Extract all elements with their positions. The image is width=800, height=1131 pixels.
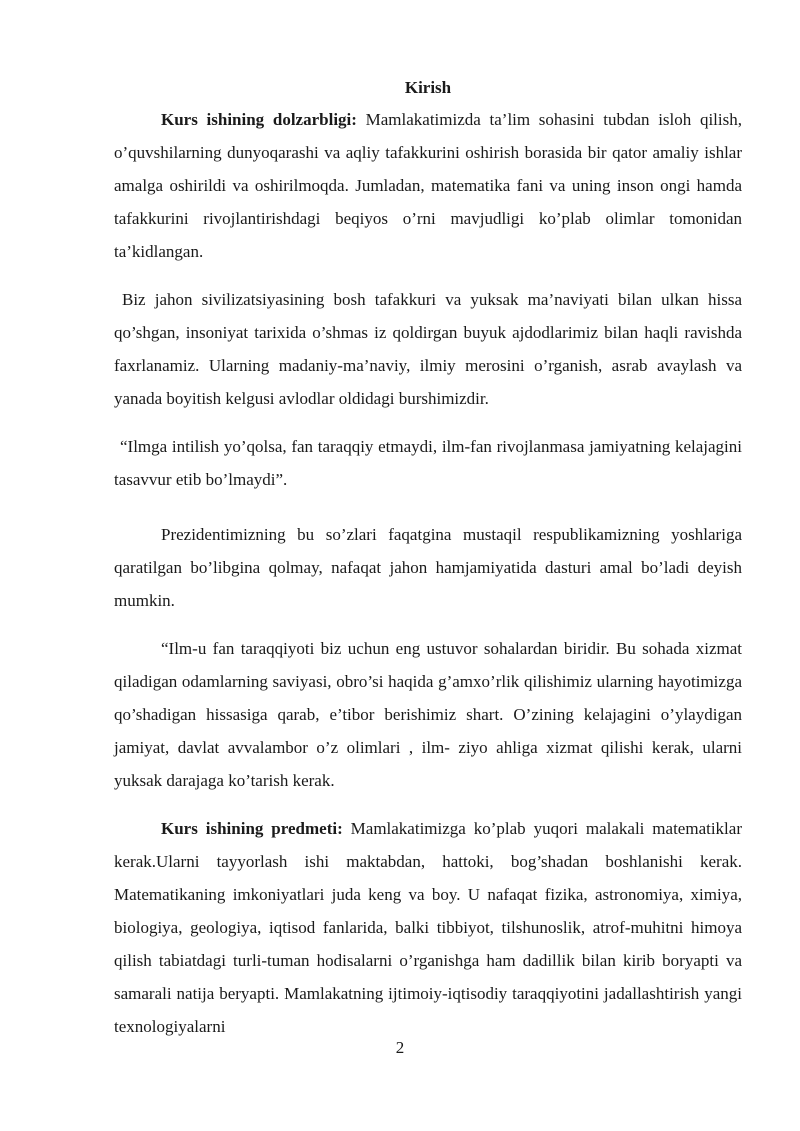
paragraph-subject (114, 812, 742, 1043)
paragraph-text: Mamlakatimizda ta’lim sohasini tubdan isloh qilish, o’quvshilarning dunyoqarashi va aqliy tafakkurini oshirish borasida bir qator amaliy ishlar amalga oshirildi va oshirilmoqda. Jumladan, matematika fani va uning inson ongi hamda tafakkurini rivojlantirishdagi beqiyos o’rni mavjudligi ko’plab olimlar tomonidan ta’kidlangan. (114, 110, 742, 261)
paragraph-president: Prezidentimizning bu so’zlari faqatgina mustaqil respublikamizning yoshlariga qaratilgan bo’libgina qolmay, nafaqat jahon hamjamiyatida dasturi amal bo’ladi deyish mumkin. (114, 525, 742, 610)
paragraph-relevance (114, 103, 742, 268)
paragraph-lead-relevance: Kurs ishining dolzarbligi: (161, 110, 357, 129)
document-title: Kirish (404, 78, 452, 97)
document-page (114, 73, 742, 1043)
paragraph-ancestors: Biz jahon sivilizatsiyasining bosh tafakkuri va yuksak ma’naviyati bilan ulkan hissa qo’shgan, insoniyat tarixida o’shmas iz qoldirgan buyuk ajdodlarimiz bilan haqli ravishda faxrlanamiz. Ularning madaniy-ma’naviy, ilmiy merosini o’rganish, asrab avaylash va yanada boyitish kelgusi avlodlar oldidagi burshimizdir. (114, 290, 742, 408)
paragraph-quote: “Ilmga intilish yo’qolsa, fan taraqqiy etmaydi, ilm-fan rivojlanmasa jamiyatning kelajagini tasavvur etib bo’lmaydi”. (114, 437, 742, 489)
paragraph-science-quote: “Ilm-u fan taraqqiyoti biz uchun eng ustuvor sohalardan biridir. Bu sohada xizmat qiladigan odamlarning saviyasi, obro’si haqida g’amxo’rlik qilishimiz ularning hayotimizga qo’shadigan hissasiga qarab, e’tibor berishimiz shart. O’zining kelajagini o’ylaydigan jamiyat, davlat avvalambor o’z olimlari , ilm- ziyo ahliga xizmat qilishi kerak, ularni yuksak darajaga ko’tarish kerak. (114, 639, 742, 790)
paragraph-lead-subject: Kurs ishining predmeti: (161, 819, 343, 838)
page-number: 2 (395, 1038, 405, 1057)
paragraph-text: Mamlakatimizga ko’plab yuqori malakali matematiklar kerak.Ularni tayyorlash ishi maktabdan, hattoki, bog’shadan boshlanishi kerak. Matematikaning imkoniyatlari juda keng va boy. U nafaqat fizika, astronomiya, ximiya, biologiya, geologiya, iqtisod fanlarida, balki tibbiyot, tilshunoslik, atrof-muhitni himoya qilish tabiatdagi turli-tuman hodisalarni o’rganishga ham dadillik bilan kirib boryapti va samarali natija beryapti. Mamlakatning ijtimoiy-iqtisodiy taraqqiyotini jadallashtirish yangi texnologiyalarni (114, 819, 742, 1036)
